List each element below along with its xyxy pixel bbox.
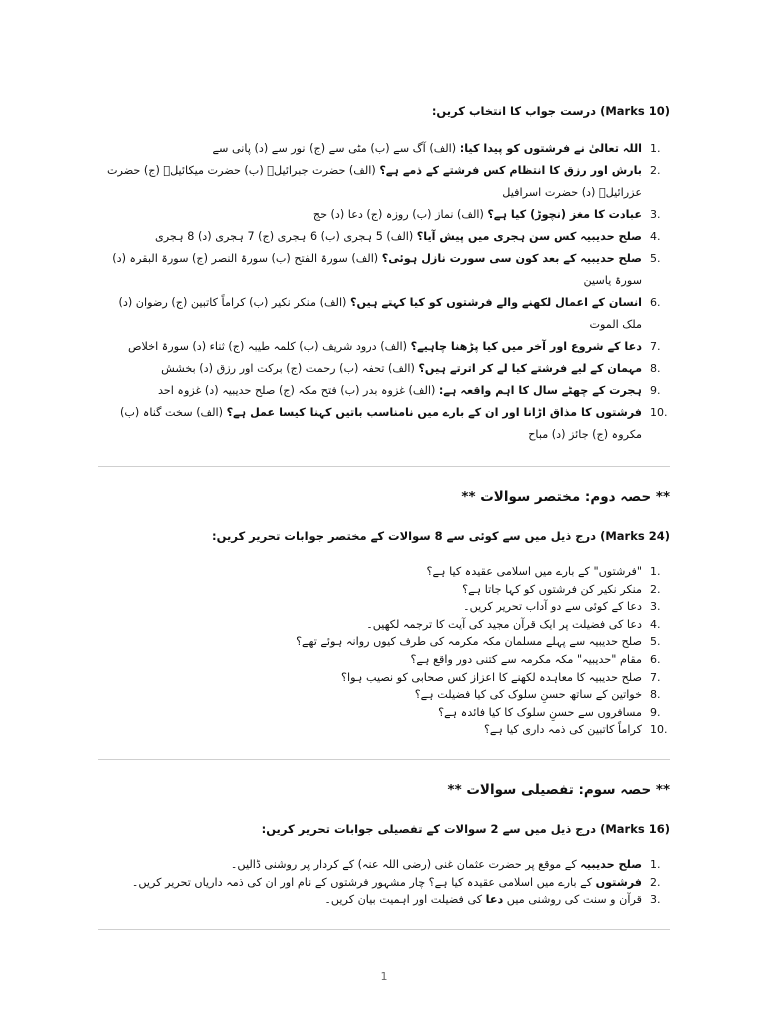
list-item: 1. صلح حدیبیہ کے موقع پر حضرت عثمان غنی (رضی اللہ عنہ) کے کردار پر روشنی ڈالیں۔ <box>230 857 661 871</box>
list-item: 6. مقام "حدیبیہ" مکہ مکرمہ سے کتنی دور واقع ہے؟ <box>410 652 661 666</box>
question-options: (الف) درود شریف (ب) کلمہ طیبہ (ج) ثناء (د) سورۃ اخلاص <box>127 340 411 353</box>
section-divider <box>98 759 670 760</box>
list-item: 6. انسان کے اعمال لکھنے والے فرشتوں کو کیا کہتے ہیں؟ (الف) منکر نکیر (ب) کراماً کاتبین (ج) رضوان (د) ملک الموت <box>118 296 661 331</box>
list-item: 2. منکر نکیر کن فرشتوں کو کہا جاتا ہے؟ <box>462 582 661 596</box>
list-item: 9. مسافروں سے حسنِ سلوک کا کیا فائدہ ہے؟ <box>438 705 661 719</box>
part3-heading: (Marks 16) درج ذیل میں سے 2 سوالات کے تفصیلی جوابات تحریر کریں: <box>261 821 670 836</box>
list-item: 3. قرآن و سنت کی روشنی میں دعا کی فضیلت اور اہمیت بیان کریں۔ <box>324 893 661 907</box>
list-item: 10. فرشتوں کا مذاق اڑانا اور ان کے بارے میں نامناسب باتیں کہنا کیسا عمل ہے؟ (الف) سخت گناہ (ب) مکروہ (ج) جائز (د) مباح <box>120 406 668 441</box>
part3-title: ** حصہ سوم: تفصیلی سوالات ** <box>447 781 670 798</box>
list-item: 2. فرشتوں کے بارے میں اسلامی عقیدہ کیا ہے؟ چار مشہور فرشتوں کے نام اور ان کی ذمہ داریاں تحریر کریں۔ <box>131 875 661 889</box>
part1-question-list <box>98 138 670 446</box>
question-stem: ہجرت کے چھٹے سال کا اہم واقعہ ہے: <box>438 384 642 397</box>
list-item: 10. کراماً کاتبین کی ذمہ داری کیا ہے؟ <box>483 723 668 737</box>
list-item: 3. عبادت کا مغز (نچوڑ) کیا ہے؟ (الف) نماز (ب) روزہ (ج) دعا (د) حج <box>312 208 661 221</box>
question-stem: صلح حدیبیہ کس سن ہجری میں پیش آیا؟ <box>416 230 642 243</box>
list-item: 8. مہمان کے لیے فرشتے کیا لے کر اترتے ہیں؟ (الف) تحفہ (ب) رحمت (ج) برکت اور رزق (د) بخشش <box>161 362 661 375</box>
list-item: 4. صلح حدیبیہ کس سن ہجری میں پیش آیا؟ (الف) 5 ہجری (ب) 6 ہجری (ج) 7 ہجری (د) 8 ہجری <box>155 230 661 243</box>
question-stem: دعا کے شروع اور آخر میں کیا پڑھنا چاہیے؟ <box>410 340 642 353</box>
part3-question-list <box>98 856 670 909</box>
question-options: (الف) حضرت جبرائیلؑ (ب) حضرت میکائیلؑ (ج) حضرت عزرائیلؑ (د) حضرت اسرافیل <box>106 164 642 199</box>
question-options: (الف) سخت گناہ (ب) مکروہ (ج) جائز (د) مباح <box>120 406 642 441</box>
question-stem: صلح حدیبیہ کے بعد کون سی سورت نازل ہوئی؟ <box>381 252 642 265</box>
question-stem: عبادت کا مغز (نچوڑ) کیا ہے؟ <box>487 208 642 221</box>
question-options: (الف) سورۃ الفتح (ب) سورۃ النصر (ج) سورۃ البقرہ (د) سورۃ یاسین <box>112 252 642 287</box>
section-divider <box>98 466 670 467</box>
question-stem: بارش اور رزق کا انتظام کس فرشتے کے ذمے ہے؟ <box>379 164 642 177</box>
question-stem: انسان کے اعمال لکھنے والے فرشتوں کو کیا کہتے ہیں؟ <box>349 296 642 309</box>
list-item: 7. صلح حدیبیہ کا معاہدہ لکھنے کا اعزاز کس صحابی کو نصیب ہوا؟ <box>341 670 661 684</box>
question-options: (الف) 5 ہجری (ب) 6 ہجری (ج) 7 ہجری (د) 8 ہجری <box>155 230 417 243</box>
list-item: 4. دعا کی فضیلت پر ایک قرآن مجید کی آیت کا ترجمہ لکھیں۔ <box>366 617 661 631</box>
list-item: 1. "فرشتوں" کے بارے میں اسلامی عقیدہ کیا ہے؟ <box>426 565 661 578</box>
list-item: 7. دعا کے شروع اور آخر میں کیا پڑھنا چاہیے؟ (الف) درود شریف (ب) کلمہ طیبہ (ج) ثناء (د) سورۃ اخلاص <box>127 340 661 353</box>
part1-heading: (Marks 10) درست جواب کا انتخاب کریں: <box>431 104 670 118</box>
question-options: (الف) تحفہ (ب) رحمت (ج) برکت اور رزق (د) بخشش <box>161 362 419 375</box>
exam-paper <box>98 104 670 952</box>
section-divider <box>98 929 670 930</box>
question-stem: اللہ تعالیٰ نے فرشتوں کو پیدا کیا: <box>459 142 642 155</box>
list-item: 5. صلح حدیبیہ سے پہلے مسلمان مکہ مکرمہ کی طرف کیوں روانہ ہوئے تھے؟ <box>296 635 661 649</box>
part2-heading: (Marks 24) درج ذیل میں سے کوئی سے 8 سوالات کے مختصر جوابات تحریر کریں: <box>212 529 670 543</box>
part2-question-list <box>98 563 670 739</box>
question-options: (الف) منکر نکیر (ب) کراماً کاتبین (ج) رضوان (د) ملک الموت <box>118 296 642 331</box>
part2-title: ** حصہ دوم: مختصر سوالات ** <box>461 489 670 505</box>
list-item: 2. بارش اور رزق کا انتظام کس فرشتے کے ذمے ہے؟ (الف) حضرت جبرائیلؑ (ب) حضرت میکائیلؑ (ج) حضرت عزرائیلؑ (د) حضرت اسرافیل <box>106 164 661 199</box>
question-stem: فرشتوں کا مذاق اڑانا اور ان کے بارے میں نامناسب باتیں کہنا کیسا عمل ہے؟ <box>226 406 642 419</box>
page-number: 1 <box>380 970 388 983</box>
question-options: (الف) نماز (ب) روزہ (ج) دعا (د) حج <box>312 208 488 221</box>
list-item: 9. ہجرت کے چھٹے سال کا اہم واقعہ ہے: (الف) غزوہ بدر (ب) فتح مکہ (ج) صلح حدیبیہ (د) غزوہ احد <box>157 384 661 397</box>
list-item: 8. خواتین کے ساتھ حسنِ سلوک کی کیا فضیلت ہے؟ <box>414 688 661 702</box>
list-item: 3. دعا کے کوئی سے دو آداب تحریر کریں۔ <box>463 600 661 614</box>
question-stem: مہمان کے لیے فرشتے کیا لے کر اترتے ہیں؟ <box>418 362 642 375</box>
list-item: 5. صلح حدیبیہ کے بعد کون سی سورت نازل ہوئی؟ (الف) سورۃ الفتح (ب) سورۃ النصر (ج) سورۃ البقرہ (د) سورۃ یاسین <box>112 252 661 287</box>
list-item: 1. اللہ تعالیٰ نے فرشتوں کو پیدا کیا: (الف) آگ سے (ب) مٹی سے (ج) نور سے (د) پانی سے <box>212 142 661 155</box>
question-options: (الف) غزوہ بدر (ب) فتح مکہ (ج) صلح حدیبیہ (د) غزوہ احد <box>157 384 439 397</box>
question-options: (الف) آگ سے (ب) مٹی سے (ج) نور سے (د) پانی سے <box>212 142 460 155</box>
